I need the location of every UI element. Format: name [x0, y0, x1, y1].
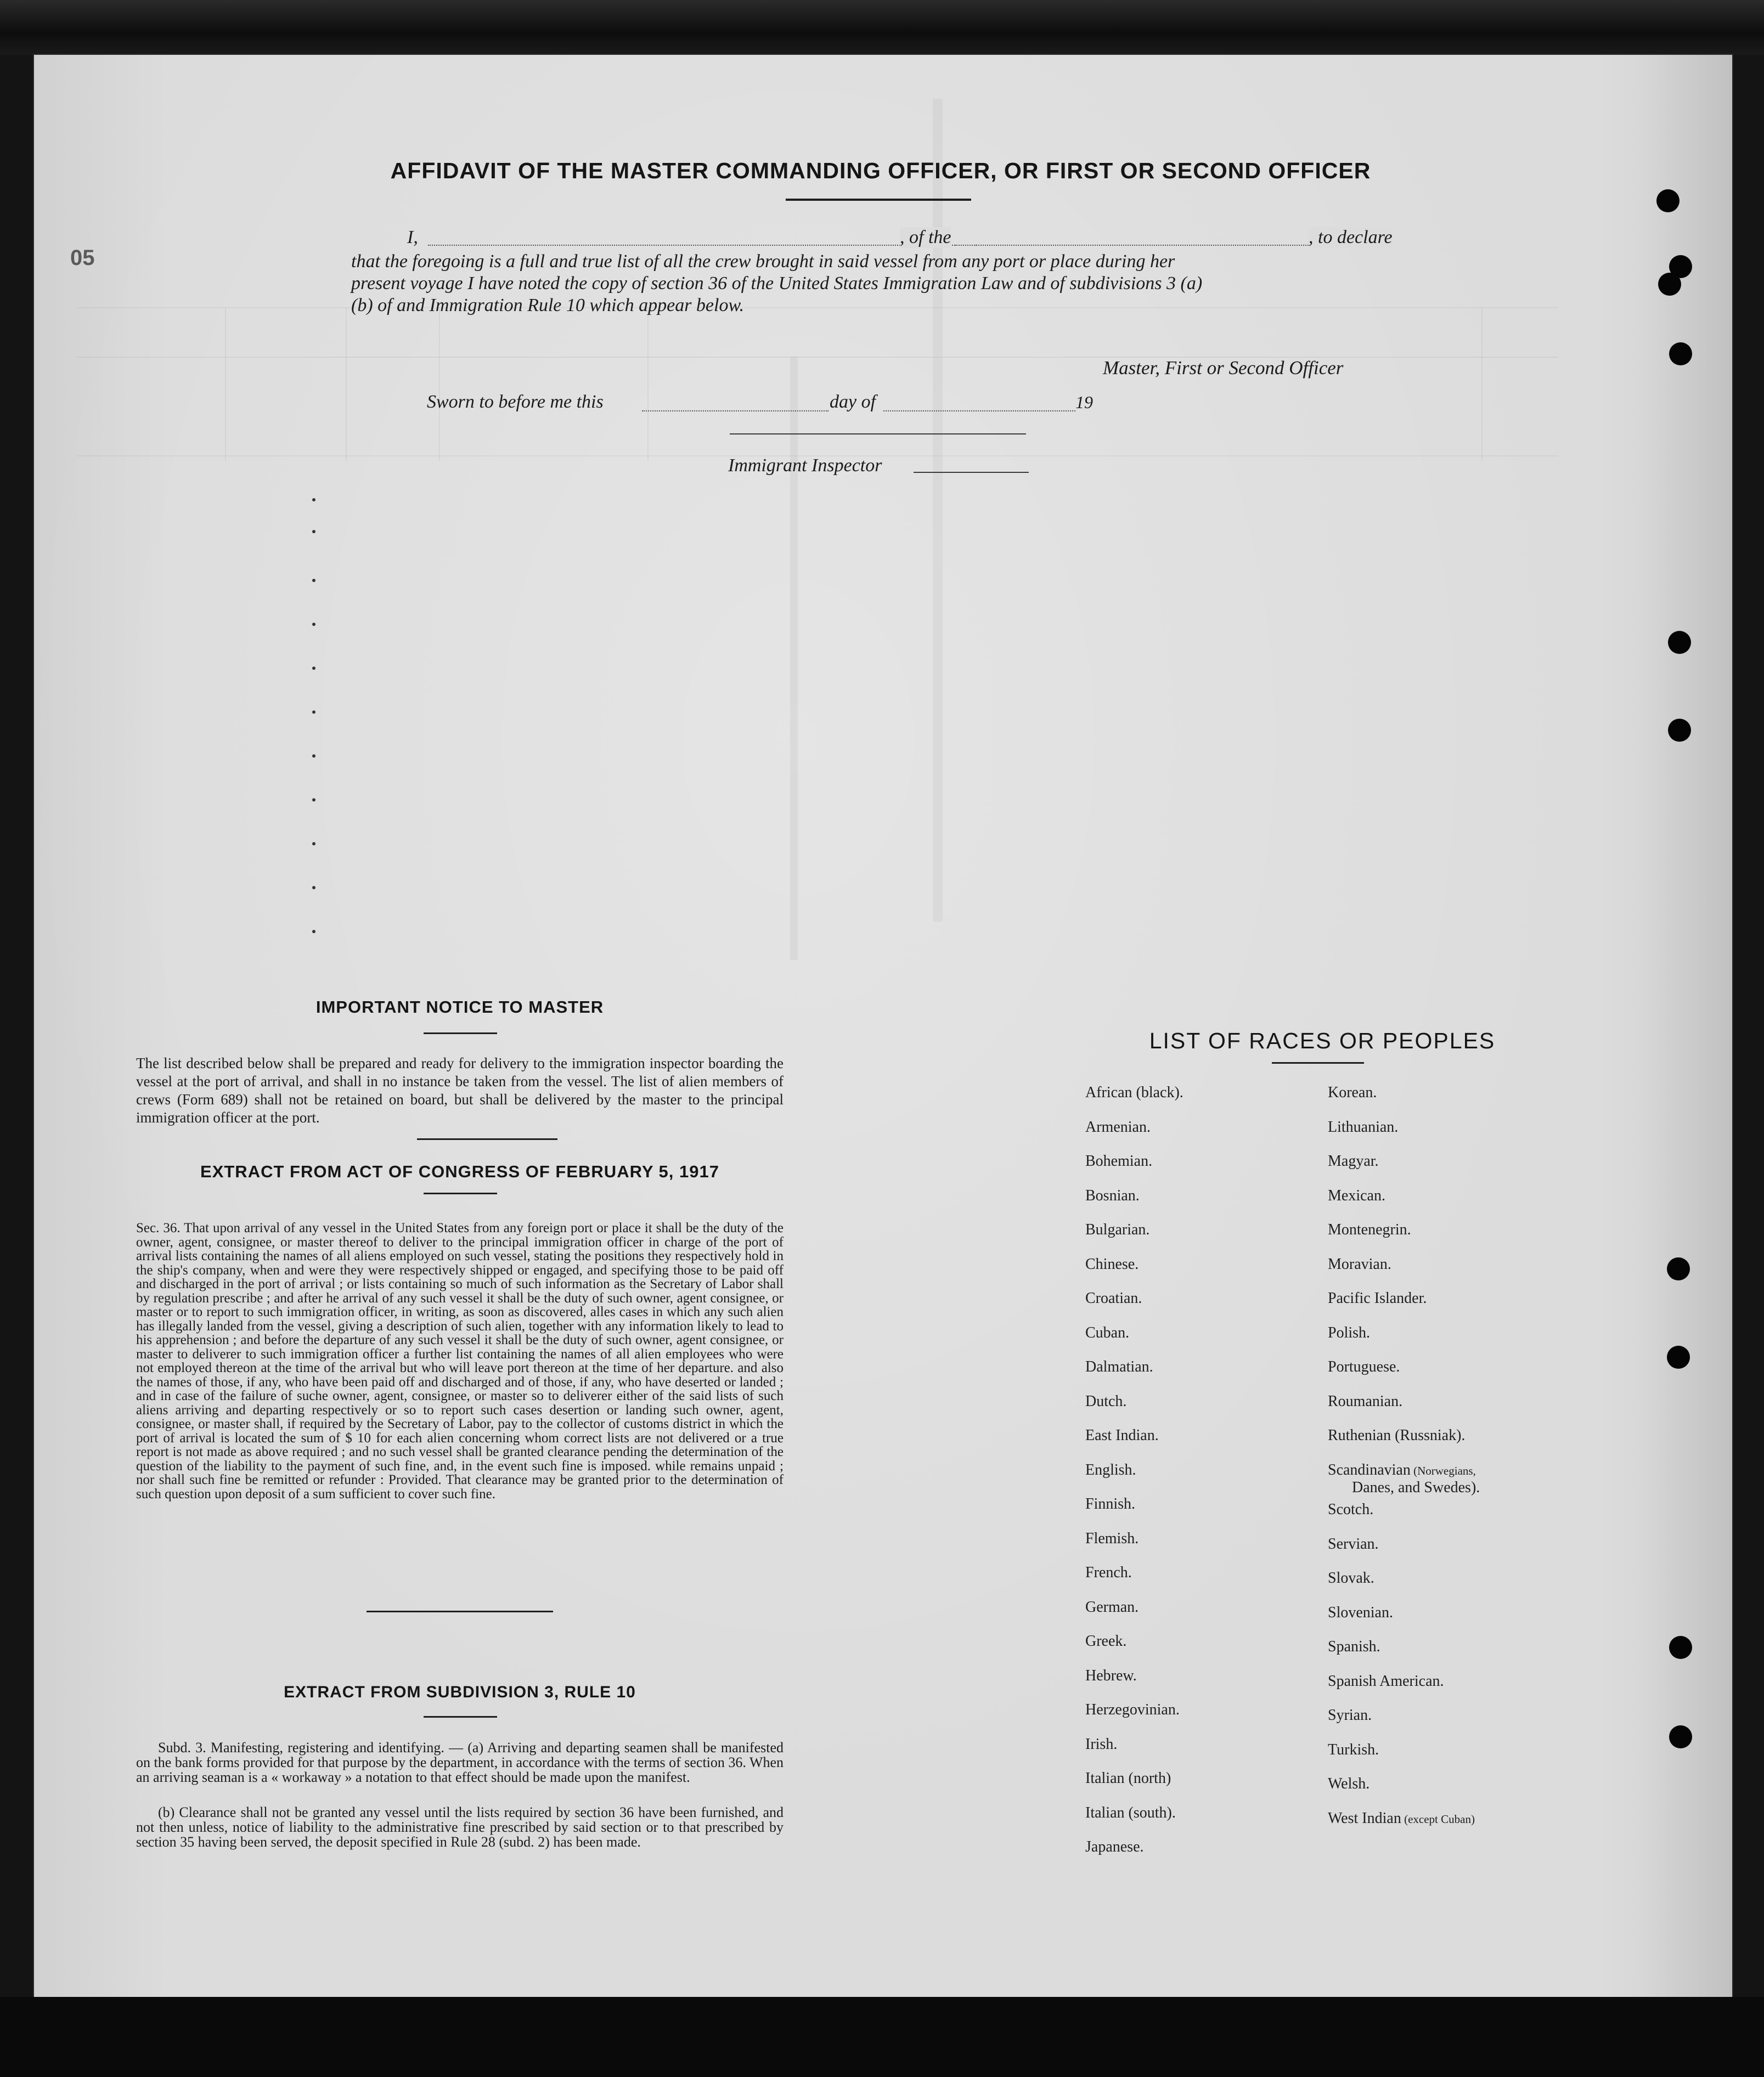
race-name: Roumanian.: [1328, 1392, 1403, 1410]
rule-extract-para-b: (b) Clearance shall not be granted any vessel until the lists required by section 36 have been furnished, and not then unless, notice of liability to the administrative fine prescribed by said section or to that prescribed by section 35 having been served, the deposit specified in Rule 28 (subd. 2) has been made.: [136, 1804, 784, 1850]
race-item: [1328, 1290, 1427, 1307]
race-name: Ruthenian (Russniak).: [1328, 1427, 1466, 1444]
race-item: [1328, 1084, 1377, 1102]
tick-mark: [312, 667, 315, 670]
race-item: [1328, 1707, 1372, 1724]
race-item: Hebrew.: [1085, 1667, 1137, 1684]
bleed-through-writing: [790, 357, 864, 960]
race-item: Armenian.: [1085, 1118, 1151, 1136]
tick-mark: [312, 710, 315, 714]
punch-hole: [1669, 1636, 1692, 1659]
inspector-signature-line[interactable]: [730, 433, 1026, 434]
race-item: Italian (south).: [1085, 1804, 1176, 1821]
race-item: East Indian.: [1085, 1427, 1159, 1444]
notice-separator: [417, 1138, 557, 1140]
bleed-through-line: [439, 307, 440, 461]
day-of-label: day of: [830, 392, 876, 412]
race-item: [1328, 1427, 1465, 1444]
bleed-through-writing: [933, 99, 1030, 922]
act-extract-body: Sec. 36. That upon arrival of any vessel in the United States from any foreign port or place it shall be the duty of the owner, agent, consignee, or master thereof to deliver to the principal immigration officer in charge of the port of arrival lists containing the names of all aliens employed on such vessel, stating the positions they respectively hold in the ship's company, when and were they were respectively shipped or engaged, and specifying those to be paid off and discharged in the port of arrival ; or lists containing so much of such information as the Secretary of Labor shall by regulation prescribe ; and after he arrival of any such vessel it shall be the duty of such owner, agent consignee, or master or to report to such immigration officer, in writing, as soon as discovered, alles cases in which any such alien has illegally landed from the vessel, giving a description of such alien, together with any information likely to lead to his apprehension ; and before the departure of any such vessel it shall be the duty of such owner, agent consignee, or master to deliverer to such immigration officer a further list containing the names of all alien employees who were not employed thereon at the time of the arrival but who will leave port thereon at the time of her departure. and also the names of those, if any, who have been paid off and discharged and of those, if any, who have deserted or landed ; and in case of the failure of suche owner, agent, consignee, or master so to deliverer either of the said lists of such aliens arriving and departing respectively or so to report such cases desertion or landing such owner, agent, consignee, or master shall, if required by the Secretary of Labor, pay to the collector of customs district in which the port of arrival is located the sum of $ 10 for each alien concerning whom correct lists are not delivered or a true report is not made as above required ; and no such vessel shall be granted clearance pending the determination of the question of the liability to the payment of such fine, and, in the event such fine is imposed. while remains unpaid ; nor shall such fine be remitted or refunder : Provided. That clearance may be granted prior to the determination of such question upon deposit of a sum sufficient to cover such fine.: [136, 1221, 784, 1502]
race-name: Moravian.: [1328, 1255, 1391, 1273]
race-item: [1328, 1604, 1393, 1622]
race-item: [1328, 1501, 1373, 1519]
inspector-line-tail: [914, 472, 1029, 473]
vessel-name-field[interactable]: [955, 227, 1328, 246]
affidavit-line-4: (b) of and Immigration Rule 10 which appear below.: [351, 295, 745, 315]
notice-underline: [424, 1032, 497, 1034]
races-underline: [1272, 1062, 1364, 1064]
tick-mark: [312, 498, 315, 501]
race-item: [1328, 1810, 1475, 1828]
tick-mark: [312, 886, 315, 889]
affidavit-title: AFFIDAVIT OF THE MASTER COMMANDING OFFICER, OR FIRST OR SECOND OFFICER: [390, 158, 1371, 183]
sworn-day-field[interactable]: [642, 394, 829, 411]
notice-title: IMPORTANT NOTICE TO MASTER: [315, 997, 604, 1017]
punch-hole: [1656, 189, 1680, 212]
punch-hole: [1669, 342, 1692, 365]
race-name: Mexican.: [1328, 1187, 1385, 1204]
race-name: West Indian: [1328, 1809, 1401, 1827]
race-name: Syrian.: [1328, 1707, 1372, 1724]
tick-mark: [312, 930, 315, 933]
punch-hole: [1658, 273, 1681, 296]
race-name: Slovenian.: [1328, 1604, 1393, 1621]
race-item: English.: [1085, 1461, 1136, 1478]
rule-extract-title: EXTRACT FROM SUBDIVISION 3, RULE 10: [284, 1683, 636, 1701]
race-name: Lithuanian.: [1328, 1118, 1399, 1136]
sworn-label: Sworn to before me this: [427, 392, 604, 412]
race-name: Polish.: [1328, 1324, 1371, 1341]
bleed-through-line: [647, 307, 649, 461]
scan-bottom-border: [0, 1997, 1764, 2077]
race-item: Italian (north): [1085, 1770, 1171, 1787]
notice-body: The list described below shall be prepared and ready for delivery to the immigration inspector boarding the vessel at the port of arrival, and shall in no instance be taken from the vessel. The list of alien members of crews (Form 689) shall not be retained on board, but shall be delivered by the master to the principal immigration officer at the port.: [136, 1055, 784, 1126]
race-note: Danes, and Swedes).: [1352, 1478, 1480, 1496]
race-item: Bohemian.: [1085, 1153, 1153, 1170]
race-item: Dutch.: [1085, 1392, 1127, 1410]
race-name: Scandinavian: [1328, 1461, 1411, 1478]
race-item: Greek.: [1085, 1633, 1127, 1650]
race-item: [1328, 1775, 1370, 1793]
race-item: [1328, 1119, 1398, 1136]
affidavit-line-3: present voyage I have noted the copy of section 36 of the United States Immigration Law and of subdivisions 3 (a): [351, 273, 1203, 294]
race-name: Scotch.: [1328, 1501, 1374, 1518]
race-item: Irish.: [1085, 1735, 1118, 1753]
year-prefix: 19: [1075, 392, 1093, 412]
act-extract-title: EXTRACT FROM ACT OF CONGRESS OF FEBRUARY 5, 1917: [200, 1162, 719, 1181]
bleed-through-line: [225, 307, 226, 461]
race-name: Portuguese.: [1328, 1358, 1400, 1375]
race-name: Montenegrin.: [1328, 1221, 1411, 1238]
race-item: Herzegovinian.: [1085, 1701, 1180, 1718]
punch-hole: [1668, 631, 1691, 654]
rule-underline: [424, 1716, 497, 1718]
punch-hole: [1669, 1725, 1692, 1748]
officer-name-field[interactable]: [428, 227, 977, 246]
race-item: [1328, 1673, 1444, 1690]
act-separator: [367, 1611, 553, 1612]
margin-mark: 05: [70, 246, 95, 270]
race-name: Welsh.: [1328, 1775, 1370, 1792]
race-name: Pacific Islander.: [1328, 1290, 1427, 1307]
scan-top-border: [0, 0, 1764, 55]
sworn-month-field[interactable]: [883, 394, 1075, 411]
affidavit-of-the: , of the: [900, 227, 951, 247]
race-item: German.: [1085, 1598, 1139, 1616]
bleed-through-line: [346, 307, 347, 461]
race-note: (Norwegians,: [1410, 1464, 1476, 1477]
tick-mark: [312, 530, 315, 533]
rule-extract-para-a: Subd. 3. Manifesting, registering and identifying. — (a) Arriving and departing seamen shall be manifested on the bank forms provided for that purpose by the department, in accordance with the terms of section 36. When an arriving seaman is a « workaway » a notation to that effect should be made upon the manifest.: [136, 1740, 784, 1785]
race-item: [1328, 1221, 1411, 1239]
race-name: Magyar.: [1328, 1153, 1379, 1170]
master-signature-label: Master, First or Second Officer: [1103, 357, 1344, 379]
race-item: [1328, 1187, 1385, 1205]
bleed-through-line: [77, 307, 1558, 308]
tick-mark: [312, 623, 315, 626]
race-name: Spanish American.: [1328, 1672, 1444, 1690]
race-item: African (black).: [1085, 1084, 1183, 1101]
race-item: [1328, 1536, 1379, 1553]
races-title: LIST OF RACES OR PEOPLES: [1149, 1028, 1496, 1053]
affidavit-to-declare: , to declare: [1309, 227, 1393, 247]
race-item: [1328, 1638, 1380, 1656]
punch-hole: [1667, 1257, 1690, 1280]
act-underline: [424, 1193, 497, 1194]
race-name: Spanish.: [1328, 1638, 1380, 1655]
race-item: [1328, 1324, 1370, 1342]
bleed-through-line: [1481, 307, 1483, 461]
race-name: Servian.: [1328, 1535, 1379, 1553]
affidavit-line-2: that the foregoing is a full and true list of all the crew brought in said vessel from any port or place during her: [351, 251, 1175, 272]
affidavit-i: I,: [407, 227, 418, 247]
tick-mark: [312, 798, 315, 802]
race-name: Turkish.: [1328, 1741, 1379, 1758]
inspector-label: Immigrant Inspector: [728, 455, 882, 476]
punch-hole: [1667, 1346, 1690, 1369]
race-item: [1328, 1358, 1400, 1376]
race-item: [1328, 1741, 1379, 1759]
race-item: Finnish.: [1085, 1495, 1136, 1512]
race-item: Bosnian.: [1085, 1187, 1140, 1204]
race-item: [1328, 1153, 1379, 1170]
race-item: Cuban.: [1085, 1324, 1130, 1341]
race-item: [1328, 1461, 1476, 1480]
title-underline: [786, 199, 971, 201]
race-name: Korean.: [1328, 1084, 1377, 1101]
tick-mark: [312, 754, 315, 758]
race-item: French.: [1085, 1564, 1132, 1581]
punch-hole: [1668, 719, 1691, 742]
race-note: (except Cuban): [1401, 1812, 1475, 1826]
race-name: Slovak.: [1328, 1570, 1374, 1587]
race-item: Japanese.: [1085, 1838, 1144, 1855]
race-item: Dalmatian.: [1085, 1358, 1153, 1375]
race-item: [1328, 1393, 1402, 1410]
tick-mark: [312, 579, 315, 582]
race-item: Croatian.: [1085, 1290, 1142, 1307]
race-item: [1328, 1256, 1391, 1273]
race-item: [1328, 1570, 1374, 1587]
tick-mark: [312, 842, 315, 845]
race-item: Chinese.: [1085, 1255, 1139, 1273]
race-item: Bulgarian.: [1085, 1221, 1150, 1238]
race-item: Flemish.: [1085, 1529, 1139, 1547]
